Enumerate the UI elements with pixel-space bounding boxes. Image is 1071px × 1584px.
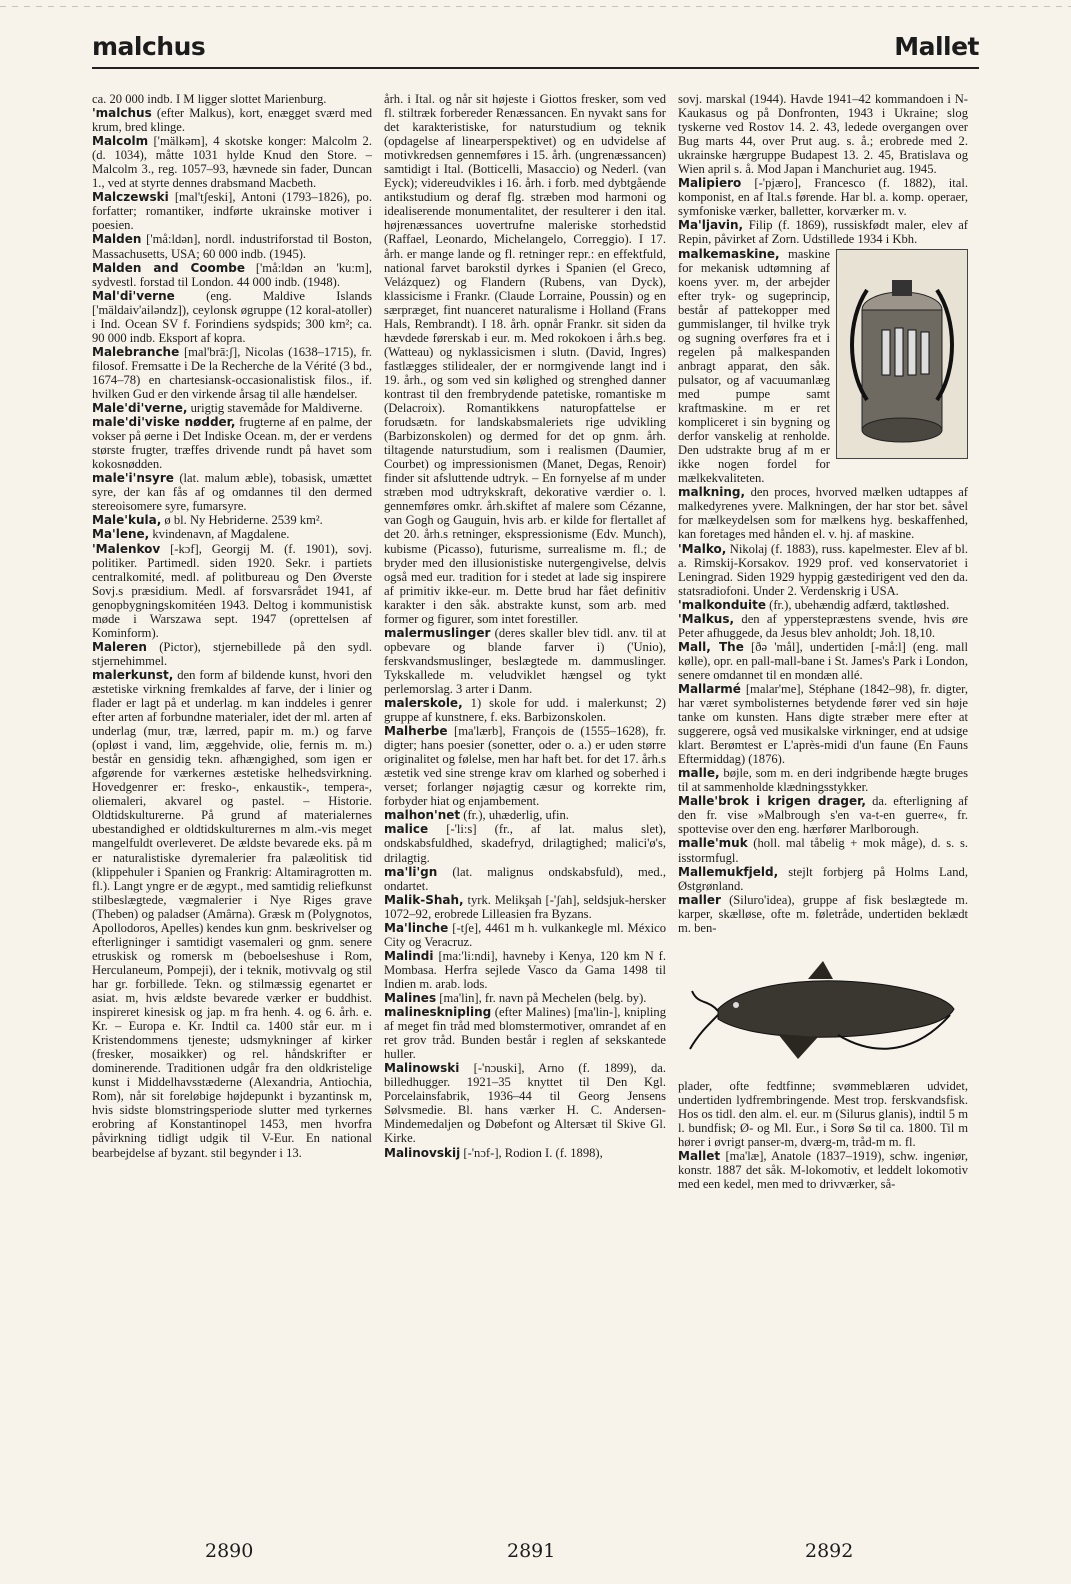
entry-headword: malhon'net [384, 808, 461, 823]
entry-text: bøjle, som m. en deri indgribende hægte bruges til at sammenholde klædningsstykker. [678, 766, 968, 795]
entry-headword: malkning, [678, 485, 746, 500]
dictionary-entry [92, 471, 372, 513]
column-middle [384, 92, 666, 1532]
entry-headword: Male'kula, [92, 513, 162, 528]
entry-headword: malkemaskine, [678, 246, 780, 261]
dictionary-entry [92, 401, 372, 415]
entry-text: kvindenavn, af Magdalene. [152, 527, 290, 542]
entry-headword: 'Malenkov [92, 541, 161, 556]
dictionary-entry [384, 822, 666, 864]
entry-headword: male'di'viske nødder, [92, 415, 236, 430]
dictionary-entry [678, 92, 968, 176]
catfish-illustration [688, 939, 958, 1075]
running-head-right: Mallet [894, 32, 979, 61]
dictionary-entry [678, 893, 968, 935]
dictionary-entry [92, 542, 372, 640]
dictionary-entry [92, 134, 372, 190]
dictionary-entry [92, 668, 372, 1160]
entry-headword: Malden [92, 232, 142, 247]
dictionary-entry [678, 836, 968, 864]
dictionary-entry [92, 261, 372, 289]
entry-text: sovj. marskal (1944). Havde 1941–42 kommandoen i N-Kaukasus og på Donfronten, 1943 i Ukraine; slog tyskerne ved Rostov 14. 2. 43, ledede overgangen over Bug marts 44, over Prut aug. s. å.; erobrede med 2. ukrainske hærgruppe Budapest 13. 2. 45, Bratislava og Wien april s. å. Mod Japan i Manchuriet aug. 1945. [678, 92, 968, 177]
entry-headword: 'Malkus, [678, 611, 735, 626]
dictionary-entry [384, 92, 666, 626]
milking-machine-illustration [836, 249, 968, 459]
dictionary-entry [384, 724, 666, 808]
dictionary-entry [92, 92, 372, 106]
entry-text: [-'nɔuski], Arno (f. 1899), da. billedhugger. 1921–35 knyttet til Den Kgl. Porcelainsfabrik, 1936–44 til Georg Jensens Sølvsmedie. Bl. hans værker H. C. Andersen-Mindemedaljen og Døbefont og Altersæt til Skive Gl. Kirke. [384, 1061, 666, 1146]
entry-text: [-tʃe], 4461 m h. vulkankegle ml. México City og Veracruz. [384, 920, 666, 949]
dictionary-entry [384, 893, 666, 921]
dictionary-entry [92, 289, 372, 345]
header-rule [92, 67, 979, 69]
dictionary-entry [678, 612, 968, 640]
entry-headword: Mallet [678, 1149, 721, 1164]
entry-text: (Siluro'idea), gruppe af fisk beslægtede m. karper, skælløse, ofte m. føletråde, undertiden beklædt m. ben- [678, 892, 968, 935]
entry-text: [ma:'li:ndi], havneby i Kenya, 120 km N f. Mombasa. Herfra sejlede Vasco da Gama 1498 til Indien m. arab. lods. [384, 948, 666, 991]
entry-text: [malar'me], Stéphane (1842–98), fr. digter, har været symbolisternes betydende fører ved sin høje tanke om kunsten. Hans digte stræber mere efter at suggerere, også ved musikalske virkninger, end at udsige klart. Berømtest er L'après-midi d'un faune (En Fauns Eftermiddag) (1876). [678, 681, 968, 767]
entry-text: den proces, hvorved mælken udtappes af malkedyrenes yvere. Malkningen, der har stor bet. såvel for mælkeydelsen som for mælkens hyg. beskaffenhed, kan foretages med hånden el. v. hj. af maskine. [678, 485, 968, 542]
dictionary-entry [678, 485, 968, 541]
entry-headword: Mallarmé [678, 681, 741, 696]
entry-text: ø bl. Ny Hebriderne. 2539 km². [164, 513, 323, 528]
entry-headword: malermuslinger [384, 625, 491, 640]
entry-text: [ma'læ], Anatole (1837–1919), schw. ingeniør, konstr. 1887 det såk. M-lokomotiv, et leddelt lokomotiv med een kedel, men med to drivværker, så- [678, 1149, 968, 1192]
page-number-right: 2892 [805, 1540, 854, 1562]
entry-headword: Ma'linche [384, 920, 449, 935]
entry-headword: Malden and Coombe [92, 260, 245, 275]
entry-headword: Ma'lene, [92, 527, 150, 542]
entry-text: den af ypperstepræstens svende, hvis øre Peter afhuggede, da Jesus blev anholdt; Joh. 18,10. [678, 611, 968, 640]
entry-text: [ma'lin], fr. navn på Mechelen (belg. by). [439, 991, 647, 1005]
entry-headword: 'malkonduite [678, 597, 766, 612]
dictionary-entry [678, 640, 968, 682]
entry-text: [-'pjæro], Francesco (f. 1882), ital. komponist, en af Ital.s førende. Har bl. a. komp. operaer, symfoniske værker, balletter, korværker m. v. [678, 176, 968, 219]
entry-headword: 'malchus [92, 106, 152, 121]
entry-headword: Mal'di'verne [92, 288, 175, 303]
dictionary-entry [384, 1005, 666, 1061]
dictionary-entry [92, 345, 372, 401]
entry-text: urigtig stavemåde for Maldiverne. [190, 401, 363, 416]
dictionary-entry [678, 682, 968, 766]
entry-text: stejlt forbjerg på Holms Land, Østgrønland. [678, 864, 968, 893]
dictionary-entry [678, 542, 968, 598]
entry-text: (deres skaller blev tidl. anv. til at opbevare og blande farver i) ('Unio), ferskvandsmuslinger, beslægtede m. dammuslinger. Tykskallede m. veludviklet hængsel og tykt perlemorslag. 3 arter i Danm. [384, 625, 666, 696]
entry-text: (lat. malum æble), tobasisk, umættet syre, der kan fås af og omdannes til den dermed stereoisomere syre, fumarsyre. [92, 471, 372, 514]
entry-headword: malerskole, [384, 696, 463, 711]
dictionary-entry [92, 190, 372, 232]
entry-text: tyrk. Melikşah [-'ʃah], seldsjuk-hersker 1072–92, erobrede Lilleasien fra Byzans. [384, 892, 666, 921]
dictionary-entry [678, 176, 968, 218]
entry-headword: ma'li'gn [384, 864, 438, 879]
dictionary-entry [384, 626, 666, 696]
entry-headword: Maleren [92, 639, 147, 654]
dictionary-entry [678, 865, 968, 893]
entry-headword: malle'muk [678, 836, 748, 851]
entry-text: ['må:ldən ən 'ku:m], sydvestl. forstad til London. 44 000 indb. (1948). [92, 260, 372, 289]
entry-headword: Malinowski [384, 1061, 460, 1076]
entry-headword: Malherbe [384, 724, 448, 739]
entry-headword: Malinovskij [384, 1145, 461, 1160]
entry-headword: Malik-Shah, [384, 892, 464, 907]
entry-text: [-'nɔf-], Rodion I. (f. 1898), [463, 1145, 603, 1160]
dictionary-entry [384, 865, 666, 893]
dictionary-entry [92, 513, 372, 527]
entry-headword: Malindi [384, 948, 434, 963]
entry-headword: malice [384, 822, 429, 837]
entry-text: [mal'brā:ʃ], Nicolas (1638–1715), fr. filosof. Fremsatte i De la Recherche de la Vérité (3 bd., 1674–78) en chartesiansk-occasionalistisk filos., if. hvilken Gud er den virkende årsag til alle hændelser. [92, 344, 372, 401]
dictionary-entry [384, 991, 666, 1005]
entry-text: [-'li:s] (fr., af lat. malus slet), ondskabsfuldhed, skadefryd, drilagtighed; malici'ø's, drilagtig. [384, 822, 666, 865]
entry-headword: Malcolm [92, 134, 149, 149]
entry-text: (fr.), uhæderlig, ufin. [463, 808, 569, 823]
dictionary-entry [384, 696, 666, 724]
page-number-left: 2890 [205, 1540, 254, 1562]
entry-text: (efter Malkus), kort, enægget sværd med krum, bred klinge. [92, 106, 372, 135]
entry-text: Filip (f. 1869), russiskfødt maler, elev af Repin, påvirket af Zorn. Udstillede 1934 i Kbh. [678, 218, 968, 247]
entry-headword: Malebranche [92, 344, 180, 359]
column-right [678, 92, 968, 1532]
entry-headword: Malczewski [92, 190, 169, 205]
dictionary-entry [92, 527, 372, 541]
dictionary-entry [384, 808, 666, 822]
dictionary-entry [384, 921, 666, 949]
entry-text: ['mälkəm], 4 skotske konger: Malcolm 2. (d. 1034), måtte 1031 hylde Knud den Store. – Malcolm 3., reg. 1057–93, hævnede sin fader, Duncan 1., ved at styrte dennes drabsmand Macbeth. [92, 134, 372, 191]
entry-text: da. efterligning af den fr. vise »Malbrough s'en va-t-en guerre«, fr. spottevise over den eng. hærfører Marlborough. [678, 794, 968, 837]
entry-text: frugterne af en palme, der vokser på øerne i Det Indiske Ocean. m, der er verdens største frugter, træffes drivende rundt på havet som kokosnødden. [92, 415, 372, 472]
running-head-left: malchus [92, 32, 206, 61]
entry-headword: Malines [384, 991, 437, 1005]
entry-headword: Mallemukfjeld, [678, 864, 779, 879]
entry-text: Nikolaj (f. 1883), russ. kapelmester. Elev af bl. a. Rimskij-Korsakov. 1929 prof. ved konservatoriet i Leningrad. Siden 1929 hyppig gæstedirigent ved den da. statsradiofoni. Under 2. Verdenskrig i USA. [678, 541, 968, 598]
dictionary-entry [92, 415, 372, 471]
entry-headword: Malipiero [678, 176, 742, 191]
column-left [92, 92, 372, 1532]
dictionary-entry [92, 640, 372, 668]
entry-headword: maller [678, 892, 721, 907]
dictionary-entry [92, 232, 372, 260]
entry-headword: malinesknipling [384, 1005, 492, 1020]
entry-text: årh. i Ital. og når sit højeste i Giottos fresker, som ved fl. stiltræk forbereder Renæssancen. En nyvakt sans for det karakteristiske, for naturstudium og teknik (opdagelse af linearperspektivet) og en udvidelse af motivkredsen gennemføres i 15. årh. (ungrenæssancen) samtidigt i Ital. (Botticelli, Masaccio) og Nederl. (van Eyck); videreudvikles i 16. årh. i forb. med dybtgående antikstudium og deraf flg. stræben mod harmoni og idealiserende monumentalitet, der resulterer i den ital. højrenæssances uovertrufne maleriske storhedstid (Raffael, Leonardo, Michelangelo, Correggio). I 17. årh. er mange lande og fl. retninger repr.: en effektfuld, national farvet barokstil dyrkes i Spanien (el Greco, Velázquez) og Flandern (Rubens, van Dyck), klassicisme i Frankr. (Claude Lorraine, Poussin) og en særpræget, fint nuanceret naturalisme i Holland (Frans Hals, Rembrandt). I 18. årh. opnår Frankr. sit siden da hævdede førerskab i eur. m. Med rokokoen i årh.s beg. (Watteau) og nyklassicismen i slutn. (David, Ingres) fastlægges stilidealer, der er normgivende langt ind i 19. årh., og som ved sin kølighed og strenghed danner kontrast til den frembrydende patetiske, romantiske m (Delacroix). Romantikkens naturopfattelse er forudsætn. for landskabsmaleriets rige udvikling (Barbizonskolen) og dermed for det op gnm. årh. tiltagende naturstudium, som i realismen (Daumier, Courbet) og impressionismen (Manet, Degas, Renoir) finder sit afsluttende udtryk. – En fornyelse af m under stræben mod udtrykskraft, dekorative værdier o. l. gennemføres omkr. årh.skiftet af malere som Cézanne, van Gogh og Gauguin, hvis arb. er kilde for flertallet af det 20. årh.s retninger, ekspressionisme (Edv. Munch), kubisme (Picasso), futurisme, surrealisme m. fl.; de bryder med den illusionistiske nutergengivelse, delvis også med eur. tradition for i stedet at lade sig inspirere af primitiv ikke-eur. m. Dette brud har fået definitiv karakter i den såk. abstrakte kunst, som arb. med former og figurer, som intet forestiller. [384, 92, 666, 626]
entry-text: [-kɔf], Georgij M. (f. 1901), sovj. politiker. Partimedl. siden 1920. Sekr. i partiets centralkomité, medl. af politbureau og Den Øverste Sovj.s præsidium. Medl. af forsvarsrådet 1941, af genopbygningskomitéen 1943. Deltog i kommunistisk møde i Warszawa sept. 1947 (oprettelsen af Kominform). [92, 541, 372, 640]
dictionary-entry [678, 247, 968, 486]
dictionary-entry [678, 794, 968, 836]
entry-text: plader, ofte fedtfinne; svømmeblæren udvidet, undertiden lydfrembringende. Mest trop. ferskvandsfisk. Hos os tidl. den alm. el. eur. m (Silurus glanis), indtil 5 m l. bundfisk; Ø- og Ml. Eur., i Sorø Sø til ca. 1800. Til m hører i øvrigt panser-m, dværg-m, tråd-m m. fl. [678, 1078, 968, 1149]
entry-text: den form af bildende kunst, hvori den æstetiske virkning fremkaldes af farve, der i linier og flader er lagt på et underlag. m kan inddeles i genrer efter arten af forbundne materialer, idet der ml. arten af underlag (mur, træ, lærred, papir m. m.) og farve (opløst i vand, lim, æggehvide, olie, fernis m. m.) består en gensidig tekn. afhængighed, som igen er afgørende for værkernes æstetiske helhedsvirkning. Hovedgenrer er: fresko-, enkaustik-, tempera-, oliemaleri, akvarel og pastel. – Historie. Oldtidskulturerne. På grund af materialernes ubestandighed er oldtidskulturernes m alm.-vis meget mangelfuldt overleveret. De ældste bevarede eks. på m er naturalistiske dyremalerier fra palæolitisk tid (klippehuler i Spanien og Frankrig: Altamiragrotten m. fl.). Langt yngre er de ægypt., med samtidig reliefkunst stilbeslægtede, vægmalerier i Nye Riges grave (Theben) og paladser (Amârna). Græsk m (Polygnotos, Apollodoros, Apelles) kendes kun gnm. beskrivelser og efterligninger i samtidigt vasemaleri og gnm. senere etruskisk og romersk m (beboelseshuse i Rom, Herculaneum, Pompeji), der i teknik, motivvalg og stil har gr. forbillede. Tekn. og stilmæssig egenartet er asiat. m, hvis ældste bevarede værker er buddhist. inspireret kinesisk og jap. m fra henh. 4. og 6. årh. e. Kr. – Europa e. Kr. Indtil ca. 1400 står eur. m i Kristendommens tjeneste; udsmykninger af kirker (fresker, mosaikker) og rel. håndskrifter er dominerende. Traditionen udgår fra den oldkristelige kunst i Middelhavsstæderne (Alexandria, Antiochia, Rom), når sit foreløbige højdepunkt i byzantinsk m, hvis sidste blomstringsperiode slutter med tyrkernes erobring af Konstantinopel 1453, men hvorfra påvirkning tidligt udgik til V-Eur. En national bearbejdelse af byzant. stil begynder i 13. [92, 667, 372, 1160]
dictionary-entry [384, 1146, 666, 1160]
entry-text: (holl. mal tåbelig + mok måge), d. s. s. isstormfugl. [678, 836, 968, 865]
entry-text: (Pictor), stjernebillede på den sydl. stjernehimmel. [92, 639, 372, 668]
entry-text: [ðə 'mål], undertiden [-må:l] (eng. mall kølle), opr. en pall-mall-bane i St. James's Park i London, senere omdannet til en mondæn allé. [678, 639, 968, 682]
entry-text: ca. 20 000 indb. I M ligger slottet Marienburg. [92, 92, 327, 106]
entry-headword: Male'di'verne, [92, 401, 188, 416]
entry-headword: 'Malko, [678, 541, 727, 556]
dictionary-entry [678, 1079, 968, 1149]
top-edge-rule [0, 6, 1071, 7]
entry-text: ['må:ldən], nordl. industriforstad til Boston, Massachusetts, USA; 60 000 indb. (1945). [92, 232, 372, 261]
entry-text: maskine for mekanisk udtømning af koens yver. m, der arbejder efter tryk- og sugeprincip, består af pattekopper med gummislanger, til hvilke tryk og sugning overføres fra et i regelen på malkespanden anbragt apparat, den såk. pulsator, og af vacuumanlæg med pumpe samt kraftmaskine. m er ret kompliceret i sin bygning og derfor vanskelig at renholde. Den udstrakte brug af m er ikke nogen fordel for mælkekvaliteten. [678, 246, 830, 486]
entry-text: (lat. malignus ondskabsfuld), med., ondartet. [384, 864, 666, 893]
dictionary-entry [678, 1149, 968, 1191]
entry-headword: male'i'nsyre [92, 471, 174, 486]
dictionary-entry [384, 949, 666, 991]
dictionary-entry [384, 1061, 666, 1145]
entry-text: [ma'lærb], François de (1555–1628), fr. digter; hans poesier (sonetter, oder o. a.) er uden større originalitet og følelse, men har haft bet. for det 17. årh.s æstetik ved sine strenge krav om klarhed og soberhed i verset; forlanger nøjagtig cæsur og korrekte rim, forbyder hiat og enjambement. [384, 724, 666, 809]
entry-headword: malerkunst, [92, 667, 174, 682]
page-number-middle: 2891 [507, 1540, 556, 1562]
entry-text: (eng. Maldive Islands ['mäldaiv'ailəndz]), ceylonsk øgruppe (12 koral-atoller) i Ind. Ocean SV f. Forindiens sydspids; 300 km²; ca. 90 000 indb. Eksport af kopra. [92, 288, 372, 345]
entry-text: (fr.), ubehændig adfærd, taktløshed. [769, 597, 950, 612]
entry-headword: Ma'ljavin, [678, 218, 744, 233]
entry-headword: Malle'brok i krigen drager, [678, 794, 866, 809]
dictionary-entry [678, 218, 968, 246]
dictionary-entry [678, 766, 968, 794]
entry-headword: malle, [678, 766, 720, 781]
entry-headword: Mall, The [678, 639, 744, 654]
dictionary-entry [92, 106, 372, 134]
entry-text: (efter Malines) [ma'lin-], knipling af meget fin tråd med blomstermotiver, omrandet af en ret grov tråd. Bunden består i reglen af sekskantede huller. [384, 1005, 666, 1062]
entry-text: [mal'tʃeski], Antoni (1793–1826), po. forfatter; romantiker, indførte ukrainske motiver i poesien. [92, 190, 372, 233]
dictionary-entry [678, 598, 968, 612]
entry-text: 1) skole for udd. i malerkunst; 2) gruppe af kunstnere, f. eks. Barbizonskolen. [384, 696, 666, 725]
